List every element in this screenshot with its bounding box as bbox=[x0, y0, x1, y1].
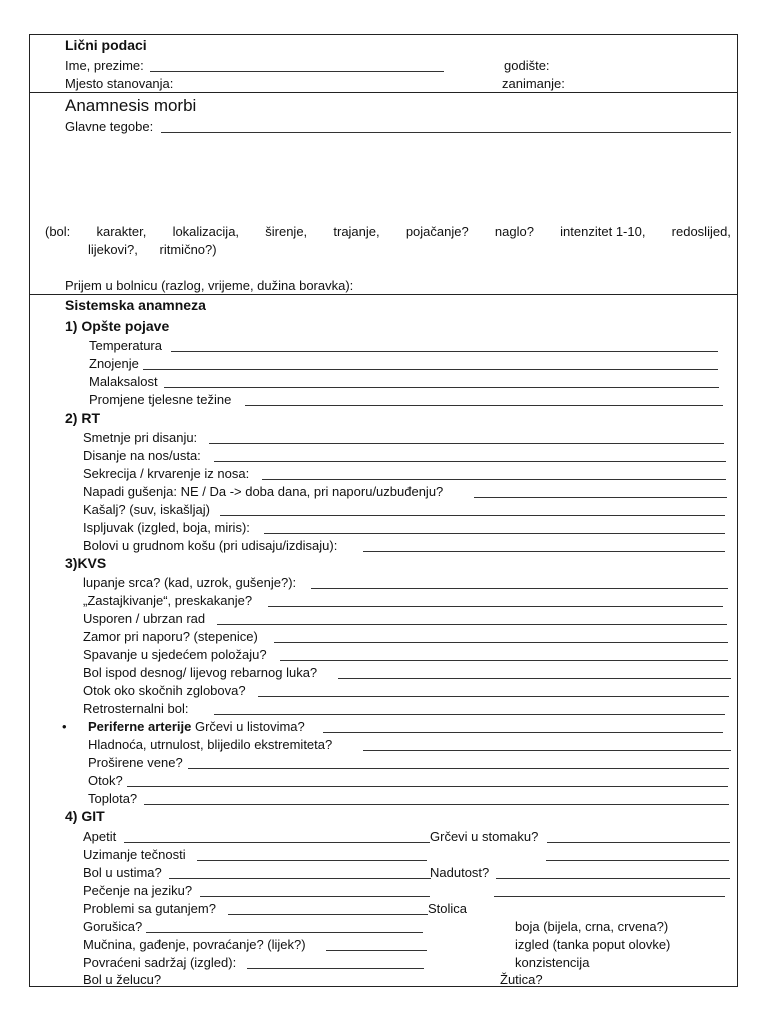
temperatura-label: Temperatura bbox=[89, 338, 162, 353]
kvs-item: Otok oko skočnih zglobova? bbox=[83, 683, 246, 698]
git-field[interactable] bbox=[247, 968, 424, 969]
sistemska-title: Sistemska anamneza bbox=[65, 297, 206, 313]
git-item: Problemi sa gutanjem? bbox=[83, 901, 216, 916]
section-4-title: 4) GIT bbox=[65, 808, 105, 824]
kvs-item: Usporen / ubrzan rad bbox=[83, 611, 206, 626]
rt-field[interactable] bbox=[262, 479, 726, 480]
ime-label: Ime, prezime: bbox=[65, 58, 144, 73]
form-page bbox=[29, 34, 738, 987]
promjene-field[interactable] bbox=[245, 405, 723, 406]
prijem-label: Prijem u bolnicu (razlog, vrijeme, dužina boravka): bbox=[65, 278, 354, 293]
kvs-item: Spavanje u sjedećem položaju? bbox=[83, 647, 267, 662]
rt-field[interactable] bbox=[220, 515, 725, 516]
kvs-item: lupanje srca? (kad, uzrok, gušenje?): bbox=[83, 575, 297, 590]
git-item: Pečenje na jeziku? bbox=[83, 883, 193, 898]
rt-item: Ispljuvak (izgled, boja, miris): bbox=[83, 520, 250, 535]
kvs-sub-field[interactable] bbox=[188, 768, 729, 769]
rt-item: Bolovi u grudnom košu (pri udisaju/izdisaju): bbox=[83, 538, 338, 553]
git-field[interactable] bbox=[228, 914, 428, 915]
kvs-field[interactable] bbox=[217, 624, 727, 625]
godiste-label: godište: bbox=[504, 58, 550, 73]
kvs-item: „Zastajkivanje“, preskakanje? bbox=[83, 593, 253, 608]
section-2-title: 2) RT bbox=[65, 410, 100, 426]
glavne-tegobe-field[interactable] bbox=[161, 132, 731, 133]
git-field[interactable] bbox=[124, 842, 430, 843]
kvs-sub-field[interactable] bbox=[363, 750, 731, 751]
periferne-field[interactable] bbox=[323, 732, 723, 733]
anamnesis-title: Anamnesis morbi bbox=[65, 96, 197, 115]
git-field[interactable] bbox=[169, 878, 431, 879]
kvs-sub-item: Hladnoća, utrnulost, blijedilo ekstremiteta? bbox=[88, 737, 333, 752]
kvs-sub-item: Otok? bbox=[88, 773, 123, 788]
git-item: Gorušica? bbox=[83, 919, 143, 934]
kvs-field[interactable] bbox=[268, 606, 723, 607]
git-field[interactable] bbox=[146, 932, 423, 933]
znojenje-label: Znojenje bbox=[89, 356, 139, 371]
periferne-line bbox=[88, 719, 305, 734]
stolica-label: Stolica bbox=[428, 901, 468, 916]
bullet-icon: • bbox=[62, 719, 67, 734]
rt-item: Kašalj? (suv, iskašljaj) bbox=[83, 502, 210, 517]
rt-item: Smetnje pri disanju: bbox=[83, 430, 198, 445]
rt-item: Disanje na nos/usta: bbox=[83, 448, 201, 463]
kvs-field[interactable] bbox=[338, 678, 731, 679]
rt-field[interactable] bbox=[363, 551, 725, 552]
git-field[interactable] bbox=[494, 896, 725, 897]
kvs-field[interactable] bbox=[258, 696, 729, 697]
divider bbox=[30, 92, 737, 93]
git-field[interactable] bbox=[200, 896, 430, 897]
kvs-field[interactable] bbox=[280, 660, 728, 661]
git-item: Bol u želucu? bbox=[83, 972, 162, 987]
periferne-bold: Periferne arterije bbox=[88, 719, 192, 734]
glavne-tegobe-label: Glavne tegobe: bbox=[65, 119, 154, 134]
boja-label: boja (bijela, crna, crvena?) bbox=[515, 919, 669, 934]
nadutost-field[interactable] bbox=[496, 878, 730, 879]
kvs-field[interactable] bbox=[274, 642, 728, 643]
git-field[interactable] bbox=[197, 860, 427, 861]
git-item: Mučnina, gađenje, povraćanje? (lijek?) bbox=[83, 937, 306, 952]
bol-line: (bol: karakter, lokalizacija, širenje, trajanje, pojačanje? naglo? intenzitet 1-10, redoslijed, bbox=[45, 224, 731, 239]
ime-field[interactable] bbox=[150, 71, 444, 72]
git-item: Bol u ustima? bbox=[83, 865, 162, 880]
kvs-sub-field[interactable] bbox=[127, 786, 728, 787]
rt-field[interactable] bbox=[474, 497, 727, 498]
rt-field[interactable] bbox=[209, 443, 724, 444]
git-item: Apetit bbox=[83, 829, 117, 844]
section-3-title: 3)KVS bbox=[65, 555, 107, 571]
temperatura-field[interactable] bbox=[171, 351, 718, 352]
kvs-item: Retrosternalni bol: bbox=[83, 701, 189, 716]
konzistencija-label: konzistencija bbox=[515, 955, 590, 970]
rt-field[interactable] bbox=[214, 461, 726, 462]
kvs-sub-item: Proširene vene? bbox=[88, 755, 183, 770]
kvs-sub-field[interactable] bbox=[144, 804, 729, 805]
rt-field[interactable] bbox=[264, 533, 725, 534]
git-field[interactable] bbox=[326, 950, 427, 951]
section-1-title: 1) Opšte pojave bbox=[65, 318, 170, 334]
kvs-field[interactable] bbox=[214, 714, 725, 715]
rt-item: Napadi gušenja: NE / Da -> doba dana, pri naporu/uzbuđenju? bbox=[83, 484, 444, 499]
zutica-label: Žutica? bbox=[500, 972, 543, 987]
kvs-field[interactable] bbox=[311, 588, 728, 589]
rt-item: Sekrecija / krvarenje iz nosa: bbox=[83, 466, 250, 481]
izgled-label: izgled (tanka poput olovke) bbox=[515, 937, 671, 952]
znojenje-field[interactable] bbox=[143, 369, 718, 370]
periferne-rest: Grčevi u listovima? bbox=[191, 719, 305, 734]
kvs-item: Zamor pri naporu? (stepenice) bbox=[83, 629, 258, 644]
kvs-sub-item: Toplota? bbox=[88, 791, 138, 806]
git-item: Povraćeni sadržaj (izgled): bbox=[83, 955, 237, 970]
divider bbox=[30, 294, 737, 295]
licni-podaci-title: Lični podaci bbox=[65, 37, 147, 53]
grcevi-field[interactable] bbox=[547, 842, 730, 843]
promjene-label: Promjene tjelesne težine bbox=[89, 392, 232, 407]
malaksalost-field[interactable] bbox=[164, 387, 719, 388]
git-item: Uzimanje tečnosti bbox=[83, 847, 186, 862]
git-field[interactable] bbox=[546, 860, 729, 861]
mjesto-label: Mjesto stanovanja: bbox=[65, 76, 174, 91]
grcevi-label: Grčevi u stomaku? bbox=[430, 829, 539, 844]
zanimanje-label: zanimanje: bbox=[502, 76, 565, 91]
malaksalost-label: Malaksalost bbox=[89, 374, 158, 389]
bol-line-2: lijekovi?, ritmično?) bbox=[88, 242, 217, 257]
kvs-item: Bol ispod desnog/ lijevog rebarnog luka? bbox=[83, 665, 318, 680]
nadutost-label: Nadutost? bbox=[430, 865, 490, 880]
